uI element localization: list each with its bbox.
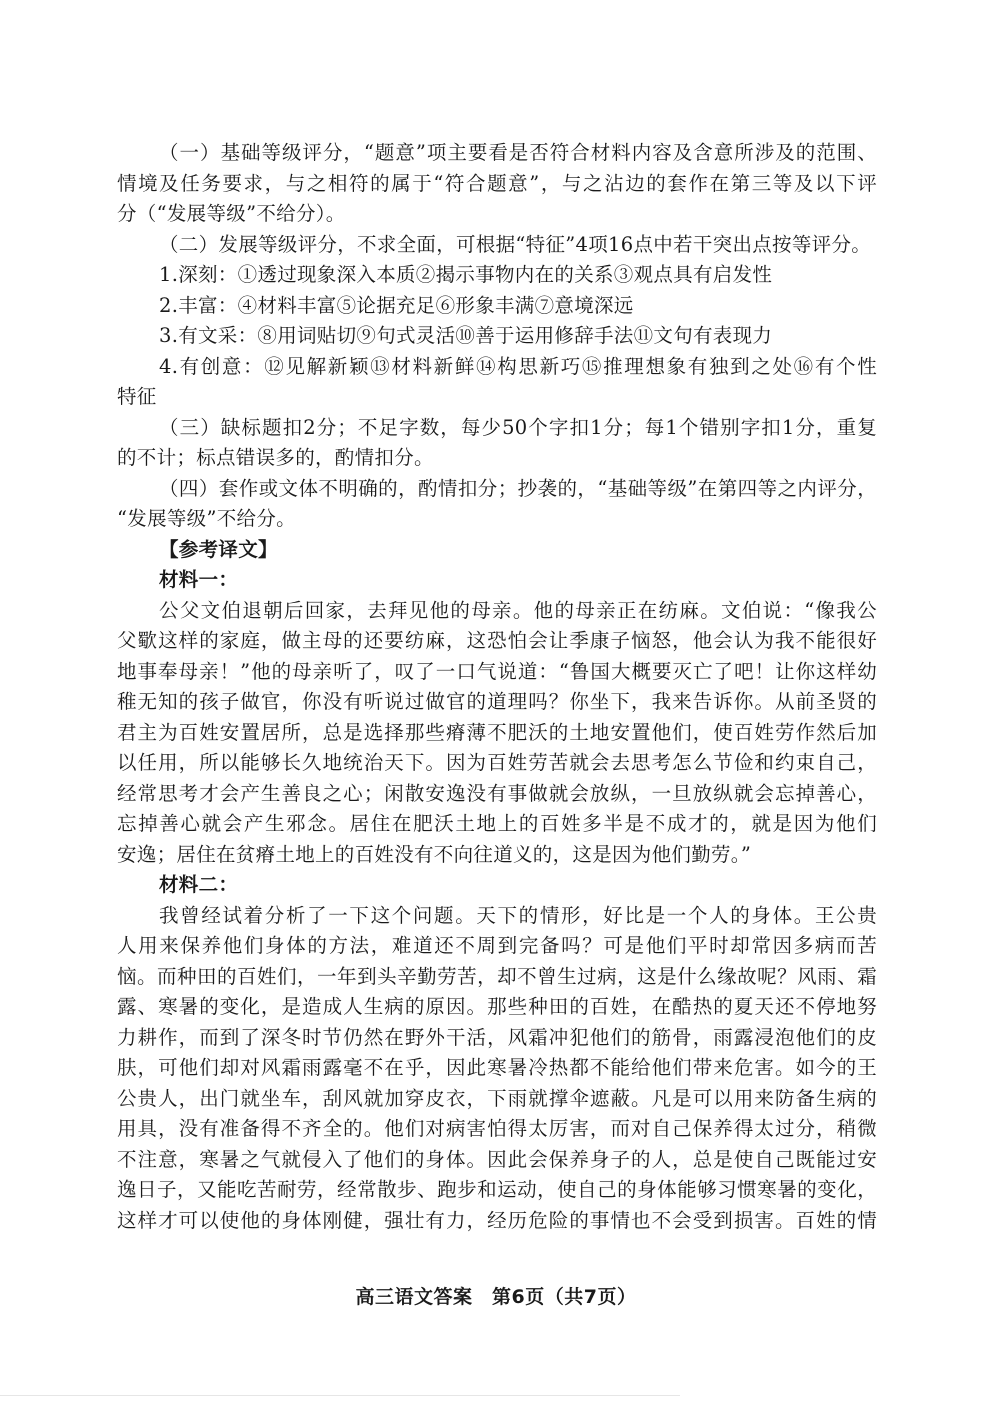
material-1-heading: 材料一：	[159, 568, 239, 591]
material-1-line: 君主为百姓安置居所，总是选择那些瘠薄不肥沃的土地安置他们，使百姓劳作然后加	[117, 720, 877, 744]
criteria-item-literary: 3.有文采：⑧用词贴切⑨句式灵活⑩善于运用修辞手法⑪文句有表现力	[159, 324, 773, 347]
material-2-heading: 材料二：	[159, 873, 239, 896]
material-2-line: 肤，可他们却对风霜雨露毫不在乎，因此寒暑冷热都不能给他们带来危害。如今的王	[117, 1056, 877, 1079]
bottom-divider	[0, 1395, 680, 1396]
material-2-line: 不注意，寒暑之气就侵入了他们的身体。因此会保养身子的人，总是使自己既能过安	[117, 1147, 877, 1171]
page-footer: 高三语文答案 第6页（共7页）	[355, 1286, 637, 1308]
material-1-line: 父歜这样的家庭，做主母的还要纺麻，这恐怕会让季康子恼怒，他会认为我不能很好	[117, 629, 877, 652]
criteria-item-rich: 2.丰富：④材料丰富⑤论据充足⑥形象丰满⑦意境深远	[159, 293, 634, 317]
grading-para-1-line-2: 情境及任务要求，与之相符的属于“符合题意”，与之沾边的套作在第三等及以下评	[117, 171, 877, 195]
grading-para-3-line-1: （三）缺标题扣2分；不足字数，每少50个字扣1分；每1个错别字扣1分，重复	[159, 415, 877, 439]
grading-para-3-line-2: 的不计；标点错误多的，酌情扣分。	[117, 446, 434, 469]
grading-para-4-line-1: （四）套作或文体不明确的，酌情扣分；抄袭的，“基础等级”在第四等之内评分，	[159, 476, 877, 500]
grading-para-1-line-1: （一）基础等级评分，“题意”项主要看是否符合材料内容及含意所涉及的范围、	[159, 141, 877, 164]
grading-para-1-line-3: 分（“发展等级”不给分）。	[117, 202, 346, 225]
material-1-line: 地事奉母亲！”他的母亲听了，叹了一口气说道：“鲁国大概要灭亡了吧！让你这样幼	[117, 659, 877, 683]
criteria-item-deep: 1.深刻：①透过现象深入本质②揭示事物内在的关系③观点具有启发性	[159, 263, 773, 286]
material-2-line: 公贵人，出门就坐车，刮风就加穿皮衣，下雨就撑伞遮蔽。凡是可以用来防备生病的	[117, 1086, 877, 1110]
material-2-line: 用具，没有准备得不齐全的。他们对病害怕得太厉害，而对自己保养得太过分，稍微	[117, 1117, 877, 1140]
reference-translation-heading: 【参考译文】	[159, 537, 278, 561]
material-2-line: 这样才可以使他的身体刚健，强壮有力，经历危险的事情也不会受到损害。百姓的情	[117, 1208, 877, 1232]
grading-para-2: （二）发展等级评分，不求全面，可根据“特征”4项16点中若干突出点按等评分。	[159, 232, 872, 256]
material-2-line: 我曾经试着分析了一下这个问题。天下的情形，好比是一个人的身体。王公贵	[159, 903, 877, 927]
material-2-line: 人用来保养他们身体的方法，难道还不周到完备吗？可是他们平时却常因多病而苦	[117, 934, 877, 957]
material-2-line: 力耕作，而到了深冬时节仍然在野外干活，风霜冲犯他们的筋骨，雨露浸泡他们的皮	[117, 1025, 877, 1049]
material-1-line: 忘掉善心就会产生邪念。居住在肥沃土地上的百姓多半是不成才的，就是因为他们	[117, 812, 877, 835]
material-2-line: 逸日子，又能吃苦耐劳，经常散步、跑步和运动，使自己的身体能够习惯寒暑的变化，	[117, 1178, 877, 1201]
material-2-line: 恼。而种田的百姓们，一年到头辛勤劳苦，却不曾生过病，这是什么缘故呢？风雨、霜	[117, 964, 877, 988]
criteria-item-creative-line-2: 特征	[117, 385, 157, 408]
material-1-line: 以任用，所以能够长久地统治天下。因为百姓劳苦就会去思考怎么节俭和约束自己，	[117, 751, 877, 774]
page-content	[117, 138, 877, 1236]
grading-para-4-line-2: “发展等级”不给分。	[117, 507, 296, 530]
material-1-line: 经常思考才会产生善良之心；闲散安逸没有事做就会放纵，一旦放纵就会忘掉善心，	[117, 781, 877, 805]
material-1-line: 公父文伯退朝后回家，去拜见他的母亲。他的母亲正在纺麻。文伯说：“像我公	[159, 598, 877, 622]
material-1-line: 安逸；居住在贫瘠土地上的百姓没有不向往道义的，这是因为他们勤劳。”	[117, 842, 752, 866]
material-1-line: 稚无知的孩子做官，你没有听说过做官的道理吗？你坐下，我来告诉你。从前圣贤的	[117, 690, 877, 713]
criteria-item-creative-line-1: 4.有创意：⑫见解新颖⑬材料新鲜⑭构思新巧⑮推理想象有独到之处⑯有个性	[159, 354, 877, 378]
material-2-line: 露、寒暑的变化，是造成人生病的原因。那些种田的百姓，在酷热的夏天还不停地努	[117, 995, 877, 1018]
